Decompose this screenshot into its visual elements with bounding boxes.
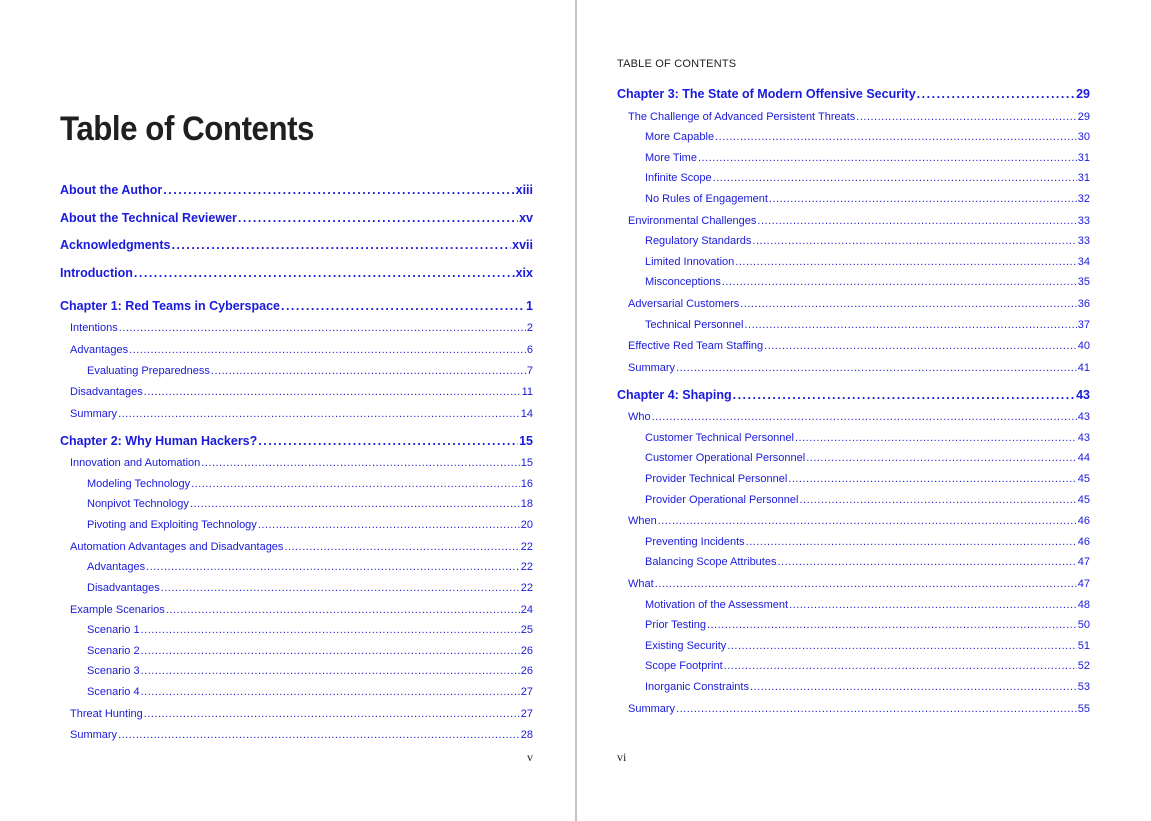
dot-leader xyxy=(724,658,1077,674)
toc-entry-page-number: 45 xyxy=(1077,473,1090,485)
toc-section-entry[interactable] xyxy=(645,554,1090,570)
toc-entry-page-number: 43 xyxy=(1076,388,1090,402)
dot-leader xyxy=(652,409,1077,425)
toc-section-entry[interactable] xyxy=(628,296,1090,312)
toc-section-entry[interactable] xyxy=(70,384,533,400)
toc-section-entry[interactable] xyxy=(645,129,1090,145)
toc-entry-title: Example Scenarios xyxy=(70,604,165,616)
dot-leader xyxy=(161,580,520,596)
toc-entry-title: Prior Testing xyxy=(645,619,706,631)
toc-section-entry[interactable] xyxy=(645,233,1090,249)
toc-section-entry[interactable] xyxy=(645,679,1090,695)
dot-leader xyxy=(141,622,520,638)
dot-leader xyxy=(141,643,520,659)
toc-chapter-entry[interactable] xyxy=(60,298,533,314)
toc-section-entry[interactable] xyxy=(70,320,533,336)
dot-leader xyxy=(735,254,1076,270)
dot-leader xyxy=(284,539,519,555)
toc-entry-title: Scenario 2 xyxy=(87,645,140,657)
page-number-left: v xyxy=(527,750,533,764)
toc-section-entry[interactable] xyxy=(628,576,1090,592)
toc-section-entry[interactable] xyxy=(87,622,533,638)
toc-entry-title: Summary xyxy=(628,703,676,715)
toc-entry-title: Inorganic Constraints xyxy=(645,681,749,693)
toc-entry-title: Modeling Technology xyxy=(87,478,191,490)
dot-leader xyxy=(777,554,1076,570)
toc-entry-page-number: 28 xyxy=(520,729,533,741)
dot-leader xyxy=(118,406,520,422)
toc-section-entry[interactable] xyxy=(645,170,1090,186)
dot-leader xyxy=(727,638,1076,654)
dot-leader xyxy=(789,597,1077,613)
toc-entry-page-number: 16 xyxy=(520,478,533,490)
toc-entry-page-number: 30 xyxy=(1077,131,1090,143)
toc-section-entry[interactable] xyxy=(70,706,533,722)
toc-entry-title: What xyxy=(628,578,654,590)
dot-leader xyxy=(707,617,1077,633)
toc-section-entry[interactable] xyxy=(70,539,533,555)
dot-leader xyxy=(258,517,520,533)
toc-section-entry[interactable] xyxy=(628,213,1090,229)
toc-entry-page-number: 24 xyxy=(520,604,533,616)
toc-entry-page-number: 47 xyxy=(1077,578,1090,590)
toc-entry-title: Disadvantages xyxy=(70,386,143,398)
toc-entry-title: Misconceptions xyxy=(645,276,721,288)
toc-chapter-entry[interactable] xyxy=(60,210,533,226)
toc-chapter-entry[interactable] xyxy=(60,265,533,281)
toc-entry-page-number: 1 xyxy=(526,299,533,313)
dot-leader xyxy=(141,684,520,700)
toc-entry-title: No Rules of Engagement xyxy=(645,193,768,205)
toc-entry-page-number: 34 xyxy=(1077,256,1090,268)
dot-leader xyxy=(258,433,518,449)
toc-entry-title: Customer Technical Personnel xyxy=(645,432,794,444)
dot-leader xyxy=(134,265,515,281)
toc-section-entry[interactable] xyxy=(645,254,1090,270)
toc-entry-title: About the Technical Reviewer xyxy=(60,211,237,225)
toc-chapter-entry[interactable] xyxy=(60,237,533,253)
dot-leader xyxy=(722,274,1077,290)
toc-entry-title: Provider Operational Personnel xyxy=(645,494,799,506)
dot-leader xyxy=(658,513,1077,529)
toc-entry-page-number: 7 xyxy=(526,365,533,377)
toc-section-entry[interactable] xyxy=(87,684,533,700)
left-page xyxy=(0,0,575,821)
toc-section-entry[interactable] xyxy=(645,534,1090,550)
toc-entry-title: Adversarial Customers xyxy=(628,298,740,310)
toc-entry-title: Environmental Challenges xyxy=(628,215,757,227)
toc-section-entry[interactable] xyxy=(87,496,533,512)
toc-section-entry[interactable] xyxy=(628,109,1090,125)
toc-entry-page-number: 15 xyxy=(520,457,533,469)
toc-section-entry[interactable] xyxy=(628,513,1090,529)
toc-entry-page-number: 43 xyxy=(1077,432,1090,444)
toc-entry-title: Disadvantages xyxy=(87,582,160,594)
dot-leader xyxy=(788,471,1076,487)
toc-entry-title: Advantages xyxy=(87,561,146,573)
dot-leader xyxy=(746,534,1077,550)
toc-entry-page-number: 22 xyxy=(520,541,533,553)
toc-entry-page-number: 41 xyxy=(1077,362,1090,374)
dot-leader xyxy=(146,559,520,575)
toc-section-entry[interactable] xyxy=(70,727,533,743)
dot-leader xyxy=(171,237,511,253)
toc-entry-page-number: 31 xyxy=(1077,152,1090,164)
dot-leader xyxy=(211,363,526,379)
toc-entry-title: Provider Technical Personnel xyxy=(645,473,788,485)
toc-entry-title: Automation Advantages and Disadvantages xyxy=(70,541,284,553)
dot-leader xyxy=(856,109,1076,125)
toc-entry-title: Infinite Scope xyxy=(645,172,712,184)
toc-entry-title: Pivoting and Exploiting Technology xyxy=(87,519,257,531)
toc-section-entry[interactable] xyxy=(70,455,533,471)
toc-entry-title: Balancing Scope Attributes xyxy=(645,556,777,568)
dot-leader xyxy=(238,210,518,226)
toc-entry-title: Scenario 3 xyxy=(87,665,140,677)
toc-section-entry[interactable] xyxy=(628,409,1090,425)
toc-section-entry[interactable] xyxy=(87,476,533,492)
toc-entry-page-number: 2 xyxy=(526,322,533,334)
toc-section-entry[interactable] xyxy=(87,517,533,533)
toc-entry-page-number: 37 xyxy=(1077,319,1090,331)
toc-entry-title: Preventing Incidents xyxy=(645,536,745,548)
toc-entry-page-number: 55 xyxy=(1077,703,1090,715)
dot-leader xyxy=(141,663,520,679)
toc-entry-page-number: 27 xyxy=(520,686,533,698)
toc-entry-title: More Capable xyxy=(645,131,715,143)
toc-section-entry[interactable] xyxy=(87,643,533,659)
toc-entry-title: Advantages xyxy=(70,344,129,356)
toc-section-entry[interactable] xyxy=(87,559,533,575)
toc-section-entry[interactable] xyxy=(645,274,1090,290)
toc-entry-page-number: 29 xyxy=(1076,87,1090,101)
toc-entry-title: Scope Footprint xyxy=(645,660,723,672)
toc-section-entry[interactable] xyxy=(70,406,533,422)
toc-entry-page-number: xvii xyxy=(512,238,533,252)
toc-section-entry[interactable] xyxy=(87,663,533,679)
toc-entry-title: Chapter 4: Shaping xyxy=(617,388,732,402)
toc-entry-page-number: 26 xyxy=(520,645,533,657)
dot-leader xyxy=(676,701,1077,717)
toc-section-entry[interactable] xyxy=(645,150,1090,166)
dot-leader xyxy=(191,476,520,492)
toc-section-entry[interactable] xyxy=(70,602,533,618)
toc-entry-page-number: 53 xyxy=(1077,681,1090,693)
dot-leader xyxy=(752,233,1076,249)
toc-entry-page-number: 33 xyxy=(1077,235,1090,247)
toc-entry-page-number: 46 xyxy=(1077,515,1090,527)
dot-leader xyxy=(799,492,1076,508)
toc-entry-title: About the Author xyxy=(60,183,163,197)
dot-leader xyxy=(806,450,1077,466)
toc-entry-page-number: xix xyxy=(515,266,533,280)
dot-leader xyxy=(201,455,519,471)
toc-section-entry[interactable] xyxy=(645,317,1090,333)
toc-entry-title: Customer Operational Personnel xyxy=(645,452,806,464)
toc-entry-title: Existing Security xyxy=(645,640,727,652)
toc-entry-page-number: 40 xyxy=(1077,340,1090,352)
toc-entry-page-number: 20 xyxy=(520,519,533,531)
toc-entry-page-number: 26 xyxy=(520,665,533,677)
toc-entry-title: Summary xyxy=(70,408,118,420)
dot-leader xyxy=(129,342,526,358)
toc-entry-page-number: 22 xyxy=(520,582,533,594)
dot-leader xyxy=(698,150,1077,166)
dot-leader xyxy=(655,576,1077,592)
dot-leader xyxy=(917,86,1075,102)
toc-section-entry[interactable] xyxy=(645,617,1090,633)
toc-section-entry[interactable] xyxy=(628,338,1090,354)
toc-entry-page-number: 11 xyxy=(521,386,533,398)
toc-entry-title: When xyxy=(628,515,657,527)
toc-entry-title: Scenario 4 xyxy=(87,686,140,698)
toc-section-entry[interactable] xyxy=(645,638,1090,654)
toc-entry-page-number: 29 xyxy=(1077,111,1090,123)
toc-section-entry[interactable] xyxy=(645,658,1090,674)
dot-leader xyxy=(744,317,1076,333)
dot-leader xyxy=(757,213,1076,229)
toc-entry-page-number: 27 xyxy=(520,708,533,720)
toc-entry-title: Who xyxy=(628,411,651,423)
toc-entry-page-number: 31 xyxy=(1077,172,1090,184)
toc-entry-page-number: 43 xyxy=(1077,411,1090,423)
toc-section-entry[interactable] xyxy=(628,701,1090,717)
toc-entry-title: Introduction xyxy=(60,266,133,280)
dot-leader xyxy=(795,430,1077,446)
toc-entry-page-number: 35 xyxy=(1077,276,1090,288)
toc-section-entry[interactable] xyxy=(628,360,1090,376)
toc-entry-page-number: xiii xyxy=(515,183,533,197)
dot-leader xyxy=(764,338,1077,354)
dot-leader xyxy=(740,296,1076,312)
toc-entry-page-number: 32 xyxy=(1077,193,1090,205)
toc-section-entry[interactable] xyxy=(70,342,533,358)
toc-entry-page-number: 44 xyxy=(1077,452,1090,464)
toc-entry-page-number: 25 xyxy=(520,624,533,636)
dot-leader xyxy=(119,320,526,336)
toc-section-entry[interactable] xyxy=(645,492,1090,508)
toc-entry-title: Intentions xyxy=(70,322,118,334)
toc-entry-page-number: 22 xyxy=(520,561,533,573)
toc-section-entry[interactable] xyxy=(645,430,1090,446)
toc-chapter-entry[interactable] xyxy=(617,387,1090,403)
dot-leader xyxy=(144,706,520,722)
toc-entry-page-number: 51 xyxy=(1077,640,1090,652)
toc-entry-page-number: 15 xyxy=(519,434,533,448)
toc-entry-title: Regulatory Standards xyxy=(645,235,752,247)
toc-entry-page-number: 52 xyxy=(1077,660,1090,672)
toc-section-entry[interactable] xyxy=(645,597,1090,613)
dot-leader xyxy=(713,170,1077,186)
toc-section-entry[interactable] xyxy=(87,363,533,379)
dot-leader xyxy=(676,360,1077,376)
toc-entry-title: Summary xyxy=(70,729,118,741)
toc-entry-page-number: xv xyxy=(519,211,533,225)
toc-chapter-entry[interactable] xyxy=(60,433,533,449)
dot-leader xyxy=(715,129,1077,145)
toc-entry-title: Technical Personnel xyxy=(645,319,744,331)
dot-leader xyxy=(144,384,521,400)
toc-entry-page-number: 45 xyxy=(1077,494,1090,506)
toc-section-entry[interactable] xyxy=(645,191,1090,207)
toc-entry-title: Evaluating Preparedness xyxy=(87,365,210,377)
toc-entry-title: The Challenge of Advanced Persistent Threats xyxy=(628,111,856,123)
dot-leader xyxy=(750,679,1077,695)
toc-entry-title: Chapter 1: Red Teams in Cyberspace xyxy=(60,299,280,313)
dot-leader xyxy=(769,191,1077,207)
dot-leader xyxy=(733,387,1076,403)
right-page xyxy=(577,0,1151,821)
toc-chapter-entry[interactable] xyxy=(60,182,533,198)
toc-entry-title: Chapter 3: The State of Modern Offensive Security xyxy=(617,87,916,101)
toc-entry-title: Limited Innovation xyxy=(645,256,735,268)
toc-entry-page-number: 48 xyxy=(1077,599,1090,611)
toc-entry-title: Innovation and Automation xyxy=(70,457,201,469)
toc-entry-title: Motivation of the Assessment xyxy=(645,599,789,611)
toc-section-entry[interactable] xyxy=(645,471,1090,487)
toc-entry-page-number: 36 xyxy=(1077,298,1090,310)
toc-chapter-entry[interactable] xyxy=(617,86,1090,102)
toc-title: Table of Contents xyxy=(60,110,315,148)
dot-leader xyxy=(118,727,520,743)
toc-entry-title: Scenario 1 xyxy=(87,624,140,636)
toc-entry-title: Effective Red Team Staffing xyxy=(628,340,764,352)
page-number-right: vi xyxy=(617,750,627,764)
toc-entry-title: Acknowledgments xyxy=(60,238,171,252)
dot-leader xyxy=(281,298,525,314)
dot-leader xyxy=(163,182,514,198)
toc-entry-title: Chapter 2: Why Human Hackers? xyxy=(60,434,258,448)
toc-entry-page-number: 47 xyxy=(1077,556,1090,568)
toc-entry-page-number: 14 xyxy=(520,408,533,420)
toc-entry-page-number: 46 xyxy=(1077,536,1090,548)
toc-section-entry[interactable] xyxy=(87,580,533,596)
toc-entry-title: Summary xyxy=(628,362,676,374)
dot-leader xyxy=(190,496,520,512)
toc-entry-page-number: 6 xyxy=(526,344,533,356)
toc-entry-page-number: 50 xyxy=(1077,619,1090,631)
running-head: TABLE OF CONTENTS xyxy=(617,58,737,70)
toc-entry-title: Threat Hunting xyxy=(70,708,143,720)
toc-entry-title: More Time xyxy=(645,152,697,164)
toc-entry-page-number: 18 xyxy=(520,498,533,510)
toc-entry-title: Nonpivot Technology xyxy=(87,498,189,510)
toc-section-entry[interactable] xyxy=(645,450,1090,466)
toc-entry-page-number: 33 xyxy=(1077,215,1090,227)
dot-leader xyxy=(166,602,520,618)
